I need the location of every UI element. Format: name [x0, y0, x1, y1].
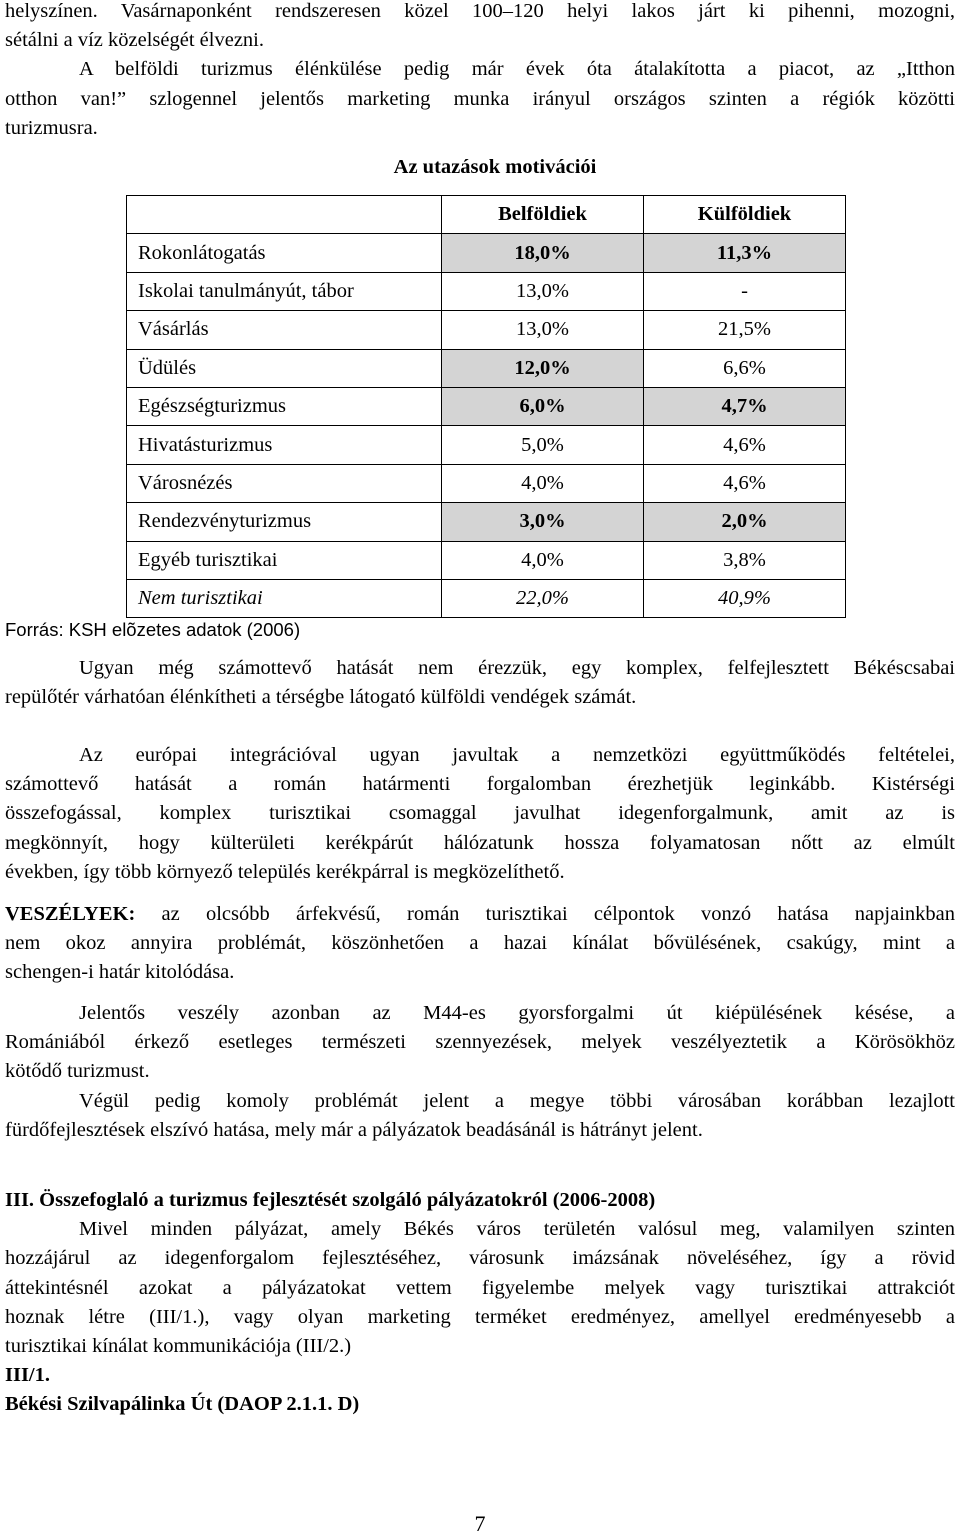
page-number: 7: [474, 1511, 486, 1536]
text-line: Ugyan még számottevő hatását nem érezzük, egy komplex, felfejlesztett Békéscsabai: [79, 657, 955, 679]
header-domestic: Belföldiek: [442, 196, 644, 234]
row-label: Üdülés: [127, 349, 442, 387]
table-header-row: [127, 196, 846, 234]
integration-paragraph: [5, 741, 955, 887]
domestic-value: 22,0%: [442, 579, 644, 617]
text-line: áttekintésnél azokat a pályázatokat vettem figyelembe melyek vagy turisztikai attrakciót: [5, 1276, 955, 1299]
foreign-value: -: [644, 272, 846, 310]
table-row: [127, 272, 846, 310]
text-line: nem okoz annyira problémát, köszönhetően a hazai kínálat bővülésének, csakúgy, mint a: [5, 932, 955, 955]
domestic-value: 18,0%: [442, 234, 644, 272]
table-row: [127, 426, 846, 464]
text-line: fürdőfejlesztések elszívó hatása, mely már a pályázatok beadásánál is hátrányt jelent.: [5, 1119, 703, 1142]
row-label: Egyéb turisztikai: [127, 541, 442, 579]
table-row: [127, 349, 846, 387]
row-label: Egészségturizmus: [127, 387, 442, 425]
row-label: Városnézés: [127, 464, 442, 502]
motivation-table: [126, 195, 846, 618]
domestic-value: 4,0%: [442, 541, 644, 579]
text-line: Az európai integrációval ugyan javultak a nemzetközi együttműködés feltételei,: [79, 744, 955, 766]
table-title: Az utazások motivációi: [393, 156, 597, 178]
text-line: turizmusra.: [5, 116, 98, 139]
text-line: Jelentős veszély azonban az M44-es gyorsforgalmi út kiépülésének késése, a: [79, 1002, 955, 1024]
domestic-value: 5,0%: [442, 426, 644, 464]
subsection-title: Békési Szilvapálinka Út (DAOP 2.1.1. D): [5, 1393, 360, 1416]
domestic-value: 13,0%: [442, 311, 644, 349]
domestic-value: 3,0%: [442, 503, 644, 541]
text-line: években, így több környező település kerékpárral is megközelíthető.: [5, 860, 565, 883]
text-line: schengen-i határ kitolódása.: [5, 961, 235, 984]
text-line: számottevő hatását a román határmenti forgalomban érezhetjük leginkább. Kistérségi: [5, 773, 955, 796]
header-foreign: Külföldiek: [644, 196, 846, 234]
table-row: [127, 234, 846, 272]
foreign-value: 11,3%: [644, 234, 846, 272]
row-label: Hivatásturizmus: [127, 426, 442, 464]
text-line: hozzájárul az idegenforgalom fejlesztéséhez, városunk imázsának növeléséhez, így a rövid: [5, 1247, 955, 1270]
text-line: hoznak létre (III/1.), vagy olyan marketing terméket eredményez, amellyel eredményesebb a: [5, 1305, 955, 1328]
row-label: Nem turisztikai: [127, 579, 442, 617]
airport-paragraph: [5, 654, 955, 712]
threats-label: VESZÉLYEK:: [5, 903, 136, 925]
text-line: sétálni a víz közelségét élvezni.: [5, 29, 264, 52]
text-line: otthon van!” szlogennel jelentős marketing munka irányul országos szinten a régiók közötti: [5, 87, 955, 110]
text-line: megkönnyít, hogy külterületi kerékpárút hálózatunk hossza folyamatosan nőtt az elmúlt: [5, 831, 955, 854]
m44-paragraph: [5, 999, 955, 1087]
foreign-value: 4,6%: [644, 464, 846, 502]
foreign-value: 6,6%: [644, 349, 846, 387]
foreign-value: 3,8%: [644, 541, 846, 579]
domestic-value: 6,0%: [442, 387, 644, 425]
domestic-value: 13,0%: [442, 272, 644, 310]
text-line: helyszínen. Vasárnaponként rendszeresen közel 100–120 helyi lakos járt ki pihenni, mozogni,: [5, 0, 955, 22]
text-line: [5, 900, 955, 929]
table-row: [127, 464, 846, 502]
table-source-note: Forrás: KSH elõzetes adatok (2006): [5, 619, 301, 640]
text-line: kötődő turizmust.: [5, 1060, 150, 1083]
domestic-value: 4,0%: [442, 464, 644, 502]
table-row: [127, 311, 846, 349]
foreign-value: 4,6%: [644, 426, 846, 464]
spa-paragraph: [5, 1087, 955, 1145]
text-line: turisztikai kínálat kommunikációja (III/2.): [5, 1335, 352, 1358]
header-empty-cell: [127, 196, 442, 234]
table-row: [127, 387, 846, 425]
subsection-number: III/1.: [5, 1364, 51, 1387]
section-heading: III. Összefoglaló a turizmus fejlesztését szolgáló pályázatokról (2006-2008): [5, 1189, 656, 1211]
text-line: Romániából érkező esetleges természeti szennyezések, melyek veszélyeztetik a Körösökhöz: [5, 1031, 955, 1054]
foreign-value: 4,7%: [644, 387, 846, 425]
table-row: [127, 503, 846, 541]
text-line: összefogással, komplex turisztikai csomaggal javulhat idegenforgalmunk, amit az is: [5, 802, 955, 825]
domestic-value: 12,0%: [442, 349, 644, 387]
table-row: [127, 541, 846, 579]
foreign-value: 2,0%: [644, 503, 846, 541]
threats-text: az olcsóbb árfekvésű, román turisztikai célpontok vonzó hatása napjainkban: [135, 903, 955, 925]
foreign-value: 21,5%: [644, 311, 846, 349]
intro-paragraph: [5, 0, 955, 143]
text-line: Mivel minden pályázat, amely Békés város területén valósul meg, valamilyen szinten: [79, 1218, 955, 1241]
text-line: A belföldi turizmus élénkülése pedig már évek óta átalakította a piacot, az „Itthon: [79, 58, 955, 81]
text-line: repülőtér várhatóan élénkítheti a térségbe látogató külföldi vendégek számát.: [5, 686, 637, 709]
text-line: Végül pedig komoly problémát jelent a megye többi városában korábban lezajlott: [79, 1090, 955, 1112]
threats-paragraph: [5, 900, 955, 988]
foreign-value: 40,9%: [644, 579, 846, 617]
row-label: Rendezvényturizmus: [127, 503, 442, 541]
section-iii: [5, 1186, 955, 1420]
row-label: Rokonlátogatás: [127, 234, 442, 272]
row-label: Iskolai tanulmányút, tábor: [127, 272, 442, 310]
table-row: [127, 579, 846, 617]
row-label: Vásárlás: [127, 311, 442, 349]
